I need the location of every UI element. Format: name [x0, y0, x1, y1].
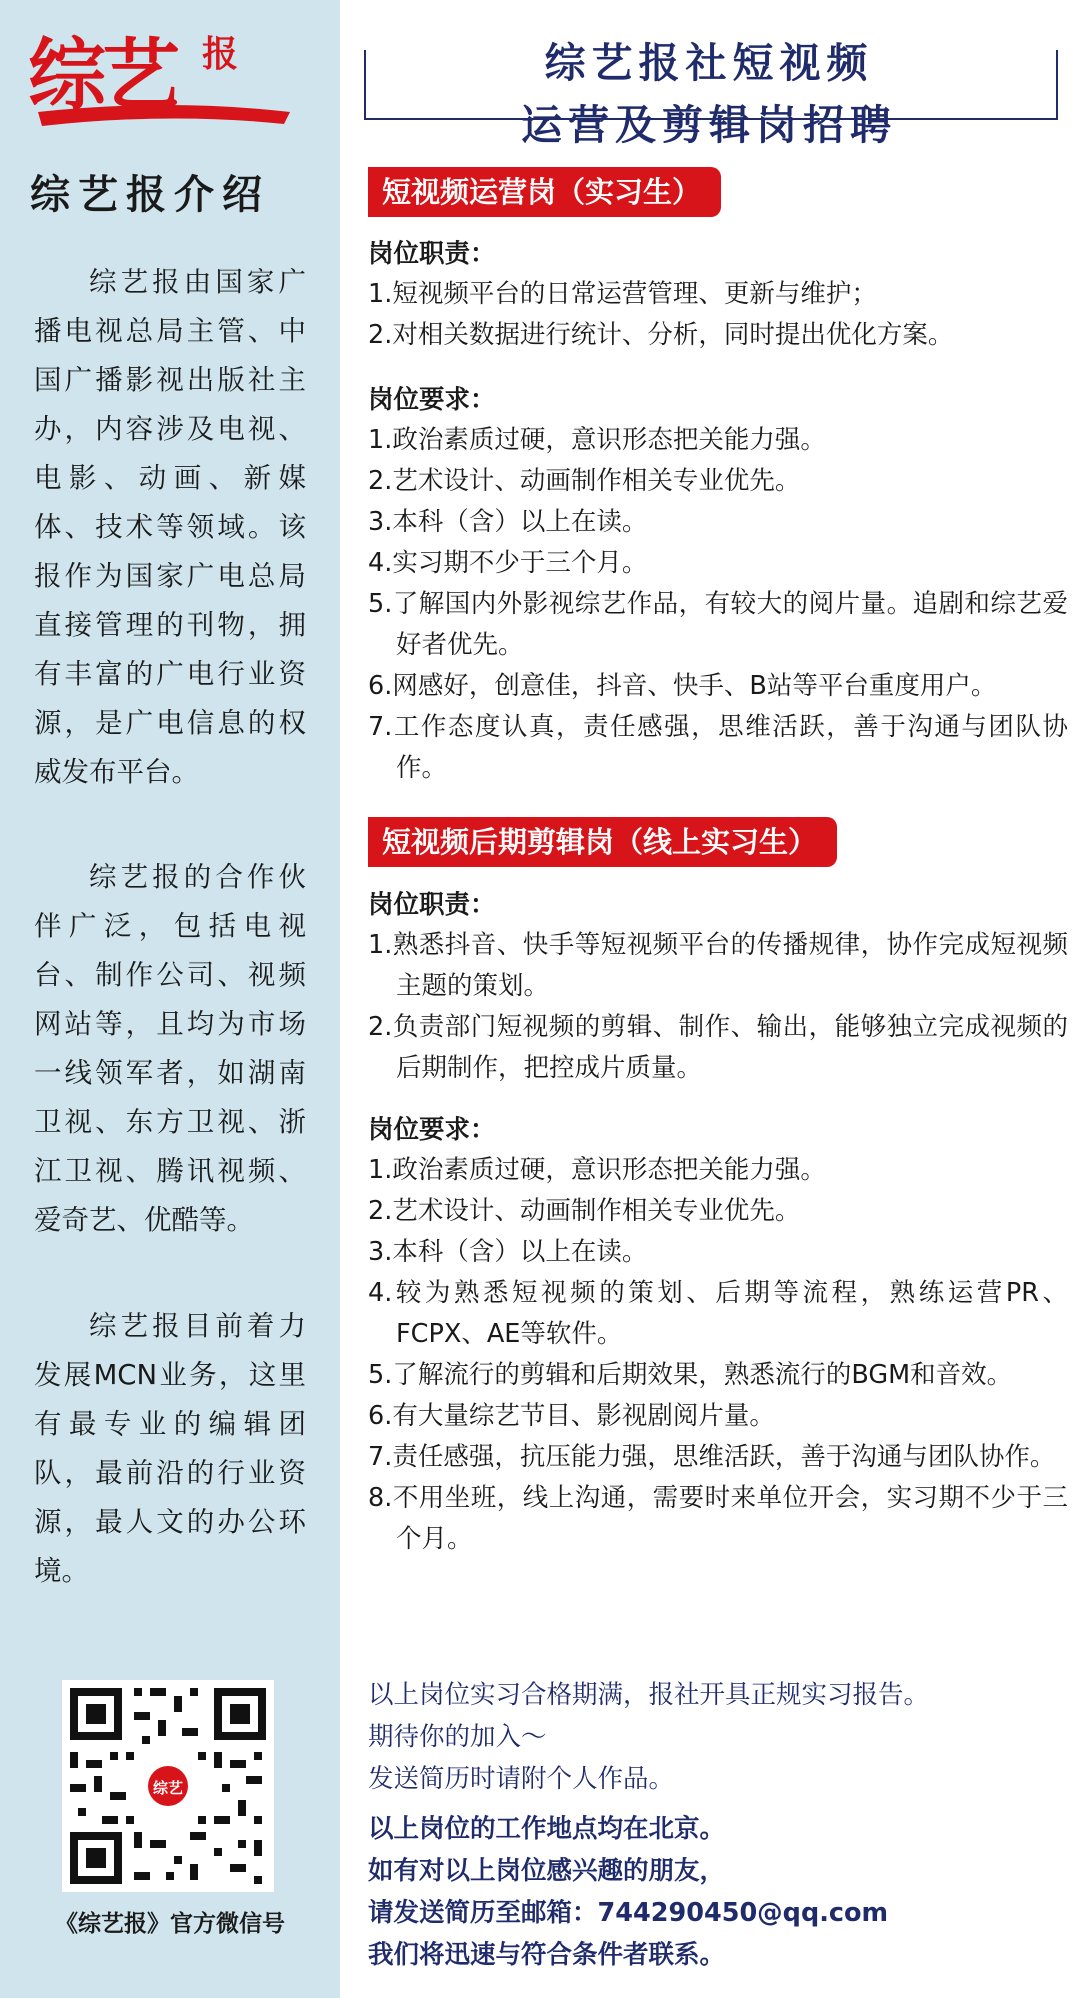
- job2-title-badge: 短视频后期剪辑岗（线上实习生）: [368, 817, 837, 867]
- job1-req-heading: 岗位要求：: [368, 385, 496, 415]
- job1-req-item: 7.工作态度认真，责任感强，思维活跃，善于沟通与团队协作。: [368, 712, 1068, 783]
- job1-req-item: 3.本科（含）以上在读。: [368, 507, 648, 537]
- job2-duties: [368, 885, 1068, 1089]
- intro-paragraph-2: 综艺报的合作伙伴广泛，包括电视台、制作公司、视频网站等，且均为市场一线领军者，如湖南卫视、东方卫视、浙江卫视、腾讯视频、爱奇艺、优酷等。: [34, 861, 306, 1236]
- page-title-line-2: 运营及剪辑岗招聘: [521, 101, 897, 149]
- wechat-qr-code: [62, 1680, 274, 1892]
- job1-duty-item: 2.对相关数据进行统计、分析，同时提出优化方案。: [368, 320, 954, 350]
- job1-req-item: 4.实习期不少于三个月。: [368, 548, 648, 578]
- intro-title: 综艺报介绍: [30, 172, 270, 218]
- job1-requirements: [368, 380, 1068, 789]
- job2-duty-item: 1.熟悉抖音、快手等短视频平台的传播规律，协作完成短视频主题的策划。: [368, 930, 1068, 1001]
- job1-duty-item: 1.短视频平台的日常运营管理、更新与维护；: [368, 279, 877, 309]
- job1-duty-heading: 岗位职责：: [368, 239, 496, 269]
- job1-req-item: 6.网感好，创意佳，抖音、快手、B站等平台重度用户。: [368, 671, 997, 701]
- job2-req-item: 3.本科（含）以上在读。: [368, 1237, 648, 1267]
- zongyibao-logo: [28, 20, 308, 140]
- job1-title-badge: 短视频运营岗（实习生）: [368, 167, 721, 217]
- contact-line: 我们将迅速与符合条件者联系。: [368, 1940, 726, 1970]
- job2-req-item: 6.有大量综艺节目、影视剧阅片量。: [368, 1401, 775, 1431]
- job2-duty-item: 2.负责部门短视频的剪辑、制作、输出，能够独立完成视频的后期制作，把控成片质量。: [368, 1012, 1068, 1083]
- job1-req-item: 2.艺术设计、动画制作相关专业优先。: [368, 466, 801, 496]
- job2-req-item: 8.不用坐班，线上沟通，需要时来单位开会，实习期不少于三个月。: [368, 1483, 1068, 1554]
- contact-info: [368, 1808, 1068, 1976]
- contact-line: 如有对以上岗位感兴趣的朋友，: [368, 1856, 726, 1886]
- qr-center-logo: 综艺: [152, 1779, 184, 1797]
- job1-req-item: 5.了解国内外影视综艺作品，有较大的阅片量。追剧和综艺爱好者优先。: [368, 589, 1068, 660]
- job1-duties: [368, 234, 1068, 356]
- job2-req-heading: 岗位要求：: [368, 1115, 496, 1145]
- recruitment-content: [340, 0, 1080, 1998]
- note-line: 发送简历时请附个人作品。: [368, 1764, 675, 1794]
- internship-notes: [368, 1674, 1068, 1800]
- page-title-line-1: 综艺报社短视频: [544, 39, 874, 87]
- intro-sidebar: [0, 0, 340, 1998]
- note-line: 期待你的加入～: [368, 1722, 547, 1752]
- job2-duty-heading: 岗位职责：: [368, 890, 496, 920]
- job2-req-item: 1.政治素质过硬，意识形态把关能力强。: [368, 1155, 826, 1185]
- job2-req-item: 2.艺术设计、动画制作相关专业优先。: [368, 1196, 801, 1226]
- intro-paragraph-1: 综艺报由国家广播电视总局主管、中国广播影视出版社主办，内容涉及电视、电影、动画、新媒体、技术等领域。该报作为国家广电总局直接管理的刊物，拥有丰富的广电行业资源，是广电信息的权威发布平台。: [34, 266, 306, 788]
- job2-req-item: 5.了解流行的剪辑和后期效果，熟悉流行的BGM和音效。: [368, 1360, 1013, 1390]
- job2-req-item: 4.较为熟悉短视频的策划、后期等流程，熟练运营PR、FCPX、AE等软件。: [368, 1278, 1068, 1349]
- job1-req-item: 1.政治素质过硬，意识形态把关能力强。: [368, 425, 826, 455]
- intro-paragraph-3: 综艺报目前着力发展MCN业务，这里有最专业的编辑团队，最前沿的行业资源，最人文的办公环境。: [34, 1310, 306, 1587]
- contact-line: 以上岗位的工作地点均在北京。: [368, 1814, 726, 1844]
- job2-req-item: 7.责任感强，抗压能力强，思维活跃，善于沟通与团队协作。: [368, 1442, 1056, 1472]
- job2-requirements: [368, 1110, 1068, 1560]
- note-line: 以上岗位实习合格期满，报社开具正规实习报告。: [368, 1680, 930, 1710]
- contact-email-line: 请发送简历至邮箱：744290450@qq.com: [368, 1898, 889, 1928]
- svg-text:报: 报: [202, 34, 239, 75]
- qr-caption: 《综艺报》官方微信号: [55, 1911, 285, 1937]
- svg-text:综艺: 综艺: [28, 31, 177, 121]
